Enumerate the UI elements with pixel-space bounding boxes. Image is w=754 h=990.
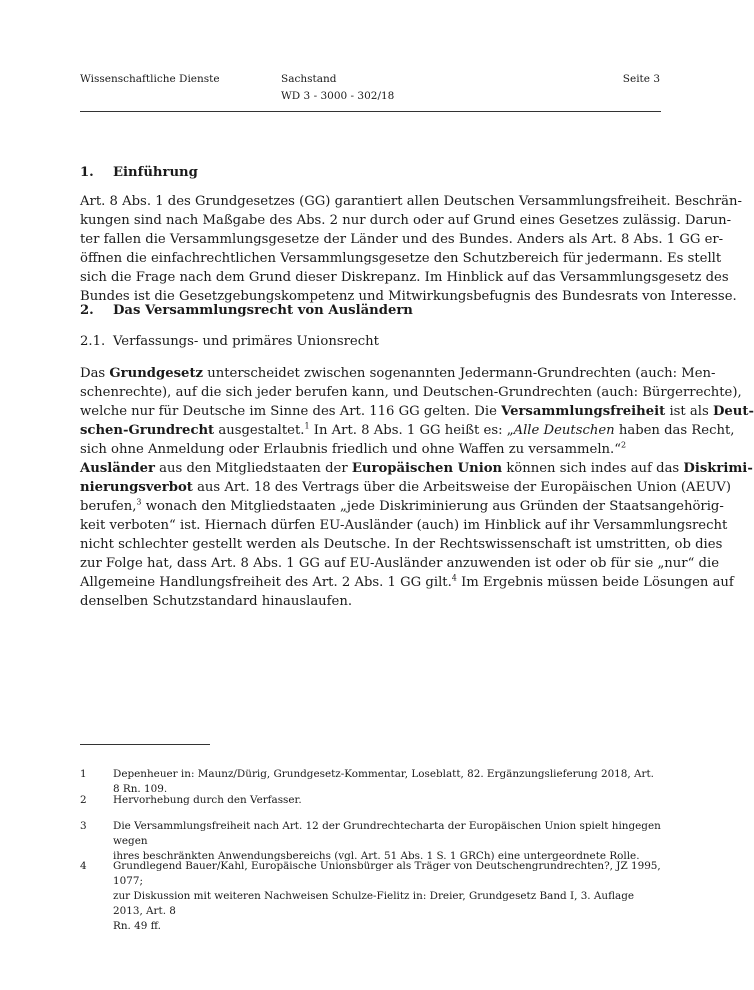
paragraph-line: schen-Grundrecht ausgestaltet.$^1$ In Art. 8 Abs. 1 GG heißt es: „Alle Deutschen haben das Recht, bbox=[80, 421, 735, 438]
emphasis-diskriminierungsverbot-end: nierungsverbot bbox=[80, 480, 193, 495]
header-document-type bbox=[281, 71, 394, 105]
footnote-divider bbox=[80, 744, 210, 745]
header-page-number: Seite 3 bbox=[622, 73, 660, 85]
header-divider bbox=[80, 111, 661, 112]
header-institution: Wissenschaftliche Dienste bbox=[80, 73, 220, 85]
paragraph-line: welche nur für Deutsche im Sinne des Art. 116 GG gelten. Die Versammlungsfreiheit ist als Deut- bbox=[80, 404, 754, 419]
paragraph-line: ter fallen die Versammlungsgesetze der Länder und des Bundes. Anders als Art. 8 Abs. 1 GG er- bbox=[80, 232, 724, 247]
footnote-text: Depenheuer in: Maunz/Dürig, Grundgesetz-Kommentar, Loseblatt, 82. Ergänzungslieferung 2018, Art. 8 Rn. 109. bbox=[113, 768, 654, 795]
emphasis-diskriminierungsverbot-start: Diskrimi- bbox=[683, 461, 753, 476]
paragraph-line: denselben Schutzstandard hinauslaufen. bbox=[80, 594, 353, 609]
footnote-ref-2[interactable]: 2 bbox=[621, 440, 627, 450]
paragraph-line: berufen,$^3$ wonach den Mitgliedstaaten „jede Diskriminierung aus Gründen der Staatsangehörig- bbox=[80, 497, 724, 514]
paragraph-line: nicht schlechter gestellt werden als Deutsche. In der Rechtswissenschaft ist umstritten, ob dies bbox=[80, 537, 723, 552]
section-2-1-title: Verfassungs- und primäres Unionsrecht bbox=[113, 334, 379, 349]
emphasis-auslaender: Ausländer bbox=[80, 461, 155, 476]
paragraph-line: öffnen die einfachrechtlichen Versammlungsgesetze den Schutzbereich für jedermann. Es stellt bbox=[80, 251, 722, 266]
emphasis-deutschen-grundrecht-end: schen-Grundrecht bbox=[80, 423, 215, 438]
italic-alle-deutschen: Alle Deutschen bbox=[513, 423, 615, 438]
footnote-number: 2 bbox=[80, 794, 87, 806]
footnote-number: 1 bbox=[80, 768, 87, 780]
footnote-number: 4 bbox=[80, 860, 87, 872]
footnote-number: 3 bbox=[80, 820, 87, 832]
header-doc-type-label: Sachstand bbox=[281, 73, 337, 85]
section-2-number: 2. bbox=[80, 303, 94, 318]
section-2-1-heading bbox=[80, 332, 379, 351]
footnote-ref-4[interactable]: 4 bbox=[451, 573, 457, 583]
footnote-text: Die Versammlungsfreiheit nach Art. 12 der Grundrechtecharta der Europäischen Union spielt hingegen wegen ihres beschränkten Anwendungsbereichs (vgl. Art. 51 Abs. 1 S. 1 GRCh) eine untergeordnete Rolle. bbox=[113, 820, 661, 862]
footnote-ref-1[interactable]: 1 bbox=[304, 421, 310, 431]
footnote-text: Grundlegend Bauer/Kahl, Europäische Unionsbürger als Träger von Deutschengrundrechten?, JZ 1995, 1077; zur Diskussion mit weiteren Nachweisen Schulze-Fielitz in: Dreier, Grundgesetz Band I, 3. Auflage 2013, Art. 8 Rn. 49 ff. bbox=[113, 860, 661, 932]
section-1-heading bbox=[80, 163, 198, 182]
section-2-heading bbox=[80, 301, 413, 320]
paragraph-line: keit verboten“ ist. Hiernach dürfen EU-Ausländer (auch) im Hinblick auf ihr Versammlungsrecht bbox=[80, 518, 728, 533]
paragraph-grundgesetz bbox=[80, 364, 754, 459]
paragraph-line: Allgemeine Handlungsfreiheit des Art. 2 Abs. 1 GG gilt.$^4$ Im Ergebnis müssen beide Lösungen auf bbox=[80, 573, 734, 590]
emphasis-versammlungsfreiheit: Versammlungsfreiheit bbox=[501, 404, 666, 419]
paragraph-line: nierungsverbot aus Art. 18 des Vertrags über die Arbeitsweise der Europäischen Union (AEUV) bbox=[80, 480, 731, 495]
section-1-number: 1. bbox=[80, 165, 94, 180]
section-1-paragraph bbox=[80, 192, 742, 306]
header-doc-reference: WD 3 - 3000 - 302/18 bbox=[281, 90, 395, 102]
emphasis-grundgesetz: Grundgesetz bbox=[109, 366, 204, 381]
section-1-title: Einführung bbox=[113, 165, 198, 180]
emphasis-eu: Europäischen Union bbox=[351, 461, 503, 476]
paragraph-line: Ausländer aus den Mitgliedstaaten der Europäischen Union können sich indes auf das Diskrimi- bbox=[80, 461, 753, 476]
paragraph-line: sich die Frage nach dem Grund dieser Diskrepanz. Im Hinblick auf das Versammlungsgesetz des bbox=[80, 270, 729, 285]
paragraph-line: Das Grundgesetz unterscheidet zwischen sogenannten Jedermann-Grundrechten (auch: Men- bbox=[80, 366, 716, 381]
paragraph-line: sich ohne Anmeldung oder Erlaubnis friedlich und ohne Waffen zu versammeln.“$^2$ bbox=[80, 440, 627, 457]
paragraph-line: Bundes ist die Gesetzgebungskompetenz und Mitwirkungsbefugnis des Bundesrats von Interesse. bbox=[80, 289, 737, 304]
section-2-1-number: 2.1. bbox=[80, 334, 106, 349]
footnote-text: Hervorhebung durch den Verfasser. bbox=[113, 794, 302, 806]
paragraph-line: zur Folge hat, dass Art. 8 Abs. 1 GG auf EU-Ausländer anzuwenden ist oder ob für sie „nur“ die bbox=[80, 556, 719, 571]
paragraph-auslaender bbox=[80, 459, 753, 611]
section-2-title: Das Versammlungsrecht von Ausländern bbox=[113, 303, 413, 318]
footnote-ref-3[interactable]: 3 bbox=[136, 497, 142, 507]
emphasis-deutschen-grundrecht-start: Deut- bbox=[712, 404, 754, 419]
paragraph-line: kungen sind nach Maßgabe des Abs. 2 nur durch oder auf Grund eines Gesetzes zulässig. Darun- bbox=[80, 213, 732, 228]
paragraph-line: schenrechte), auf die sich jeder berufen kann, und Deutschen-Grundrechten (auch: Bürgerrechte), bbox=[80, 385, 742, 400]
paragraph-line: Art. 8 Abs. 1 des Grundgesetzes (GG) garantiert allen Deutschen Versammlungsfreiheit. Beschrän- bbox=[80, 194, 742, 209]
